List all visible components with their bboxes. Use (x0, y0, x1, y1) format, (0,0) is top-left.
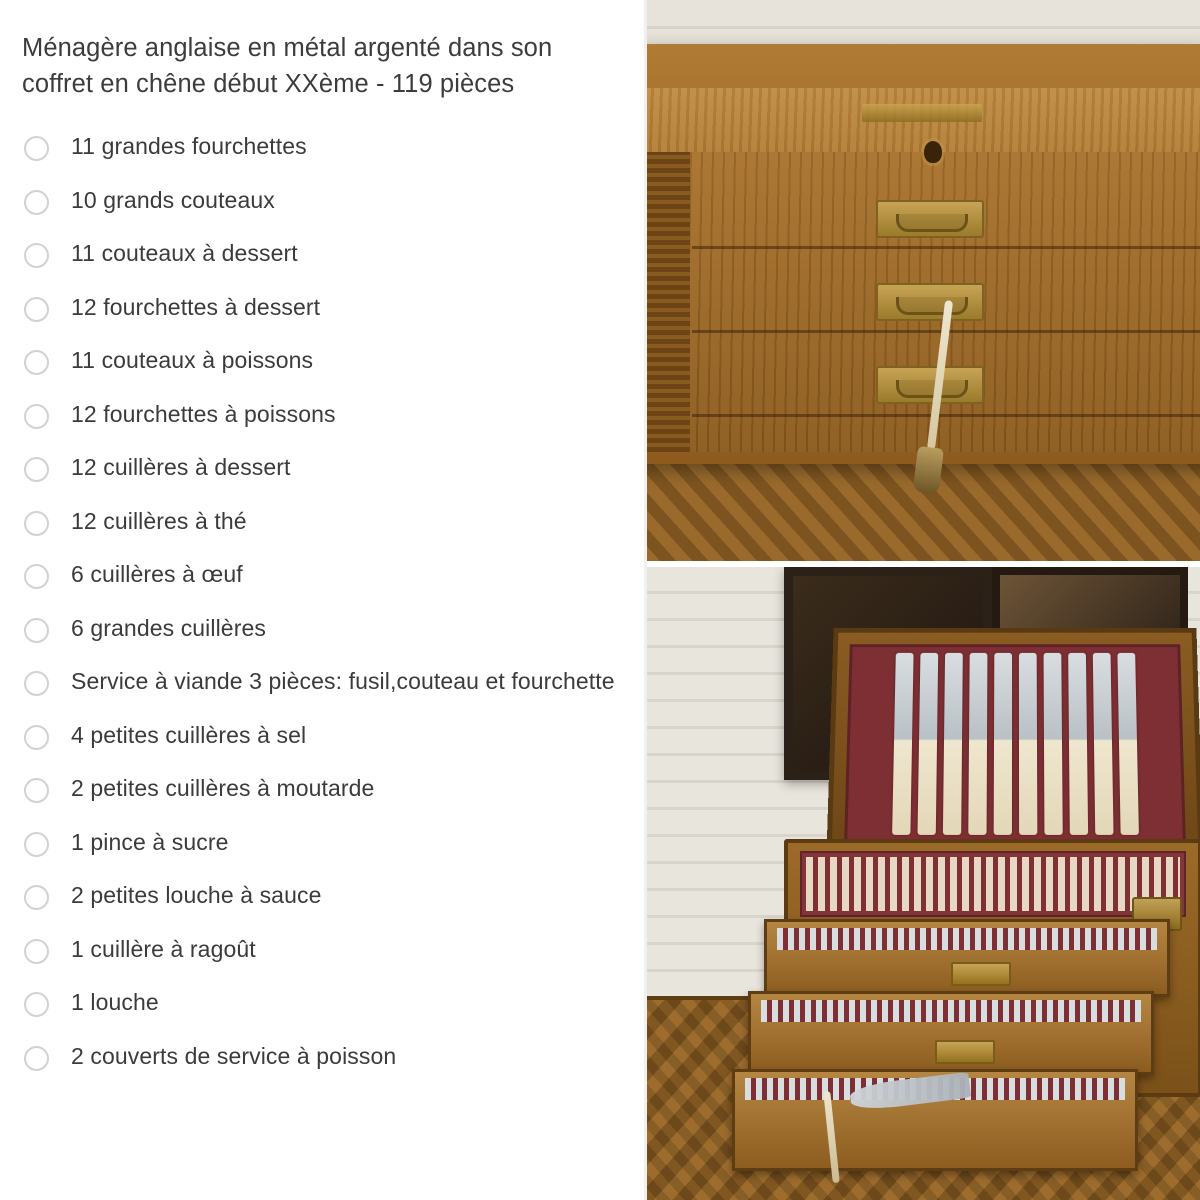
bullet-circle-icon (24, 350, 49, 375)
bullet-circle-icon (24, 832, 49, 857)
list-item[interactable] (18, 128, 622, 182)
photo-panel (644, 0, 1200, 1200)
drawer-seam (692, 414, 1200, 417)
list-item-label: 11 couteaux à poissons (71, 347, 314, 374)
knife-icon (1068, 653, 1088, 835)
knife-icon (1018, 653, 1036, 835)
open-drawer (764, 919, 1170, 997)
list-item[interactable] (18, 556, 622, 610)
list-item-label: 12 cuillères à thé (71, 507, 247, 534)
column-divider (644, 0, 647, 1200)
bullet-circle-icon (24, 885, 49, 910)
list-item-label: 2 petites cuillères à moutarde (71, 775, 375, 802)
brass-drawer-handle-icon (935, 1040, 995, 1064)
bullet-circle-icon (24, 778, 49, 803)
open-chest-lid (826, 628, 1200, 862)
drawer-cutlery (761, 1000, 1141, 1022)
bullet-circle-icon (24, 1046, 49, 1071)
list-item-label: 1 cuillère à ragoût (71, 935, 256, 962)
page-title: Ménagère anglaise en métal argenté dans son coffret en chêne début XXème - 119 pièces (22, 34, 553, 99)
list-item[interactable] (18, 235, 622, 289)
list-item-label: 2 petites louche à sauce (71, 882, 322, 909)
top-tray-felt (800, 851, 1186, 917)
list-item-label: 12 cuillères à dessert (71, 454, 291, 481)
bullet-circle-icon (24, 618, 49, 643)
list-item[interactable] (18, 984, 622, 1038)
knife-icon (1043, 653, 1062, 835)
list-item[interactable] (18, 931, 622, 985)
list-item-label: 1 pince à sucre (71, 828, 229, 855)
oak-chest-closed-front-photo[interactable] (644, 0, 1200, 561)
list-item[interactable] (18, 824, 622, 878)
bullet-circle-icon (24, 992, 49, 1017)
list-item-label: 6 cuillères à œuf (71, 561, 243, 588)
bullet-circle-icon (24, 564, 49, 589)
bullet-circle-icon (24, 297, 49, 322)
list-item[interactable] (18, 182, 622, 236)
bullet-circle-icon (24, 136, 49, 161)
knife-icon (993, 653, 1011, 835)
list-item-label: 4 petites cuillères à sel (71, 721, 307, 748)
bullet-circle-icon (24, 457, 49, 482)
knife-icon (1092, 653, 1113, 835)
list-item-label: 12 fourchettes à poissons (71, 400, 336, 427)
oak-chest-open-with-cutlery-photo[interactable] (644, 567, 1200, 1200)
knife-icon (942, 653, 962, 835)
red-felt-lining (844, 644, 1186, 844)
keyhole-icon (924, 141, 942, 163)
bullet-circle-icon (24, 725, 49, 750)
bullet-circle-icon (24, 671, 49, 696)
brass-drawer-handle-icon (951, 962, 1011, 986)
list-item-label: 6 grandes cuillères (71, 614, 266, 641)
list-item-label: 11 couteaux à dessert (71, 240, 298, 267)
list-item[interactable] (18, 396, 622, 450)
brass-drawer-handle-icon (876, 283, 984, 321)
list-item-label: 1 louche (71, 989, 159, 1016)
list-item[interactable] (18, 503, 622, 557)
list-item[interactable] (18, 289, 622, 343)
bullet-circle-icon (24, 939, 49, 964)
list-item-label: 12 fourchettes à dessert (71, 293, 321, 320)
knife-icon (892, 653, 913, 835)
list-item[interactable] (18, 770, 622, 824)
list-item[interactable] (18, 449, 622, 503)
drawer-cutlery (777, 928, 1157, 950)
bullet-circle-icon (24, 511, 49, 536)
list-item[interactable] (18, 663, 622, 717)
contents-list (18, 128, 622, 1091)
open-drawer (748, 991, 1154, 1075)
brass-nameplate-icon (862, 104, 982, 122)
drawer-seam (692, 246, 1200, 249)
brass-drawer-handle-icon (876, 200, 984, 238)
list-item[interactable] (18, 610, 622, 664)
list-item-label: 10 grands couteaux (71, 186, 275, 213)
bullet-circle-icon (24, 404, 49, 429)
bullet-circle-icon (24, 243, 49, 268)
list-item[interactable] (18, 1038, 622, 1092)
list-item[interactable] (18, 717, 622, 771)
brass-drawer-handle-icon (876, 366, 984, 404)
knife-icon (968, 653, 987, 835)
list-item[interactable] (18, 342, 622, 396)
tray-cutlery (806, 857, 1180, 911)
chest-side-panel (644, 152, 696, 452)
list-item-label: Service à viande 3 pièces: fusil,couteau et fourchette (71, 668, 615, 695)
knife-icon (917, 653, 938, 835)
bullet-circle-icon (24, 190, 49, 215)
knife-icon (1117, 653, 1138, 835)
list-item[interactable] (18, 877, 622, 931)
list-item-label: 2 couverts de service à poisson (71, 1042, 397, 1069)
knives-row (858, 653, 1173, 835)
list-item-label: 11 grandes fourchettes (71, 133, 307, 160)
